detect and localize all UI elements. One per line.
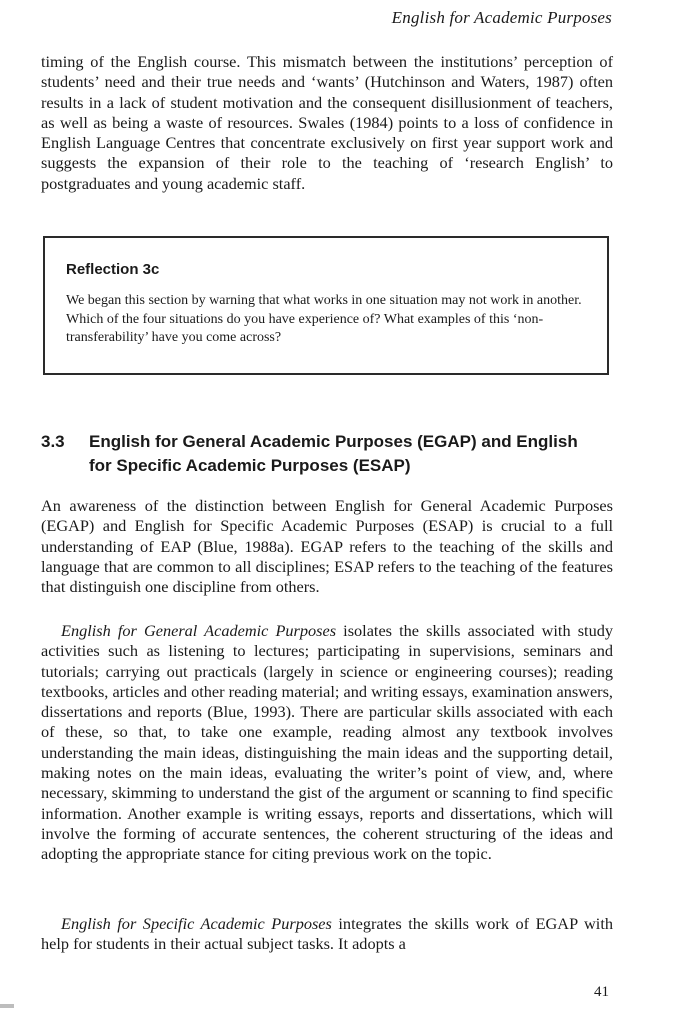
page-number: 41 <box>594 984 609 1000</box>
reflection-box <box>43 236 609 375</box>
body-paragraph-3 <box>41 621 613 865</box>
scan-edge-mark <box>0 1004 14 1008</box>
section-title: English for General Academic Purposes (EGAP) and English for Specific Academic Purposes (ESAP) <box>89 432 578 475</box>
body-paragraph-1: timing of the English course. This mismatch between the institutions’ perception of students’ need and their true needs and ‘wants’ (Hutchinson and Waters, 1987) often results in a lack of student motivation and the consequent disillusionment of teachers, as well as being a waste of resources. Swales (1984) points to a loss of confidence in English Language Centres that concentrate exclusively on first year support work and suggests the expansion of their role to the teaching of ‘research English’ to postgraduates and young academic staff. <box>41 52 613 193</box>
body-paragraph-3-text: isolates the skills associated with study activities such as listening to lectures; participating in supervisions, seminars and tutorials; carrying out practicals (largely in science or engineering courses); reading textbooks, articles and other reading material; and writing essays, examination answers, dissertations and reports (Blue, 1993). There are particular skills associated with each of these, so that, to take one example, reading almost any textbook involves understanding the main ideas, distinguishing the main ideas and the supporting detail, making notes on the main ideas, evaluating the writer’s point of view, and, where necessary, skimming to understand the gist of the argument or scanning to find specific information. Another example is writing essays, reports and dissertations, which will involve the forming of accurate sentences, the coherent structuring of the ideas and adopting the appropriate stance for citing previous work on the topic. <box>41 621 613 864</box>
body-paragraph-4 <box>41 914 613 955</box>
body-paragraph-4-text: integrates the skills work of EGAP with help for students in their actual subject tasks. It adopts a <box>41 914 613 954</box>
reflection-text: We began this section by warning that what works in one situation may not work in another. Which of the four situations do you have experience of? What examples of this ‘non-transferability’ have you come across? <box>66 293 582 345</box>
body-paragraph-2: An awareness of the distinction between English for General Academic Purposes (EGAP) and English for Specific Academic Purposes (ESAP) is crucial to a full understanding of EAP (Blue, 1988a). EGAP refers to the teaching of the skills and language that are common to all disciplines; ESAP refers to the teaching of the features that distinguish one discipline from others. <box>41 496 613 597</box>
reflection-title: Reflection 3c <box>66 261 160 278</box>
section-number: 3.3 <box>41 432 65 451</box>
running-head: English for Academic Purposes <box>391 8 612 27</box>
esap-term: English for Specific Academic Purposes <box>61 914 332 933</box>
egap-term: English for General Academic Purposes <box>61 621 337 640</box>
